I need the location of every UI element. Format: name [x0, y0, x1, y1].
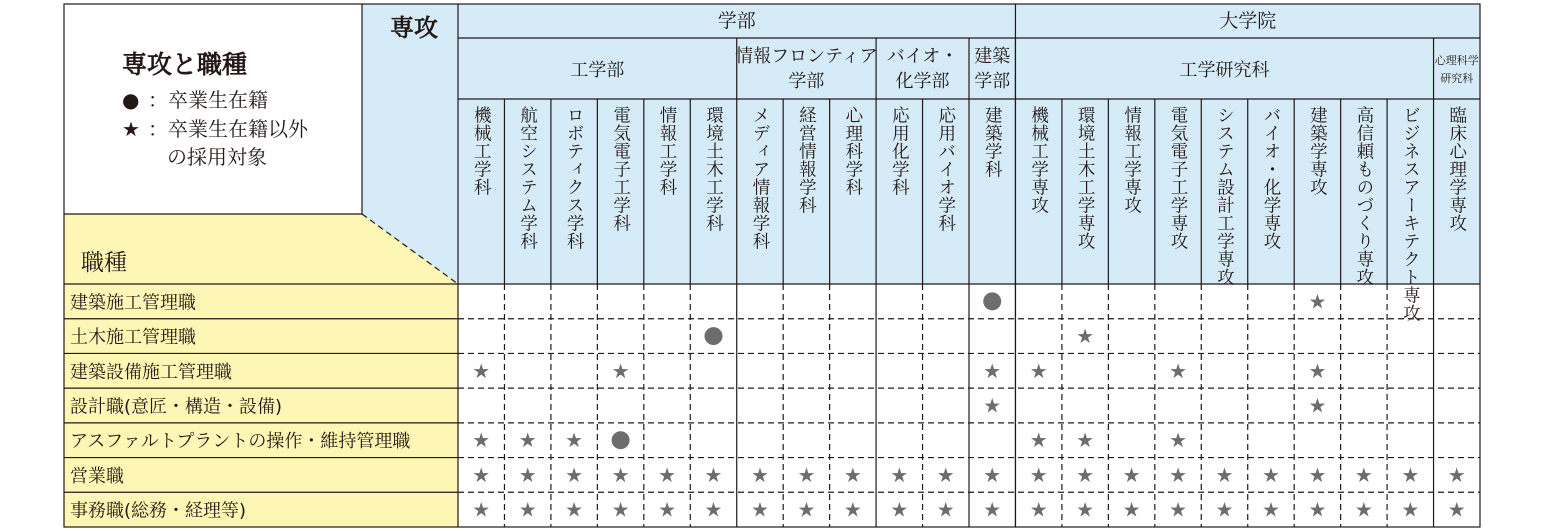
star-mark: ★: [983, 393, 1002, 418]
group-header: 学部: [717, 10, 756, 32]
job-label: アスファルトプラントの操作・維持管理職: [70, 431, 411, 453]
star-mark: ★: [611, 358, 630, 383]
major-header-label: 専攻: [390, 14, 438, 42]
star-mark: ★: [797, 497, 816, 522]
star-mark: ★: [1122, 462, 1141, 487]
star-mark: ★: [658, 497, 677, 522]
svg-text:学部: 学部: [788, 71, 825, 92]
job-label: 営業職: [70, 465, 124, 487]
star-mark: ★: [1308, 497, 1327, 522]
star-mark: ★: [1076, 462, 1095, 487]
star-mark: ★: [1169, 497, 1188, 522]
star-mark: ★: [1169, 428, 1188, 453]
star-mark: ★: [983, 358, 1002, 383]
legend-star-text: ：卒業生在籍以外: [148, 117, 308, 141]
star-mark: ★: [472, 497, 491, 522]
legend-circle-icon: ●: [122, 88, 140, 112]
faculty-header: [1180, 60, 1270, 81]
circle-mark: [705, 327, 723, 345]
star-mark: ★: [1076, 324, 1095, 349]
star-mark: ★: [565, 497, 584, 522]
department-header: 電気電子工学科: [610, 106, 631, 232]
star-mark: ★: [1169, 462, 1188, 487]
department-header: バイオ・化学専攻: [1260, 106, 1281, 250]
job-label: 建築設備施工管理職: [70, 361, 232, 383]
star-mark: ★: [936, 462, 955, 487]
job-label: 事務職(総務・経理等): [70, 500, 247, 522]
svg-text:研究科: 研究科: [1440, 72, 1474, 85]
department-header: 臨床心理学専攻: [1446, 106, 1467, 232]
star-mark: ★: [750, 462, 769, 487]
department-header: 機械工学専攻: [1028, 106, 1049, 214]
department-header: 心理科学科: [842, 106, 863, 196]
star-mark: ★: [1261, 462, 1280, 487]
star-mark: ★: [1447, 497, 1466, 522]
job-label: 土木施工管理職: [70, 327, 196, 349]
star-mark: ★: [1401, 497, 1420, 522]
star-mark: ★: [1308, 289, 1327, 314]
department-header: 航空システム学科: [517, 106, 538, 250]
star-mark: ★: [518, 462, 537, 487]
department-header: 応用バイオ学科: [935, 106, 956, 232]
star-mark: ★: [890, 462, 909, 487]
star-mark: ★: [518, 428, 537, 453]
department-header: 建築学専攻: [1307, 106, 1328, 196]
star-mark: ★: [1029, 358, 1048, 383]
department-header: システム設計工学専攻: [1214, 106, 1235, 286]
department-header: 情報工学科: [657, 106, 678, 196]
legend-circle-text: ：卒業生在籍: [148, 88, 268, 112]
faculty-header: [570, 60, 624, 81]
star-mark: ★: [1261, 497, 1280, 522]
circle-mark: [983, 292, 1001, 310]
star-mark: ★: [843, 462, 862, 487]
department-header: 情報工学専攻: [1121, 106, 1142, 214]
star-mark: ★: [611, 497, 630, 522]
svg-text:工学研究科: 工学研究科: [1179, 60, 1270, 81]
star-mark: ★: [565, 428, 584, 453]
star-mark: ★: [797, 462, 816, 487]
svg-text:学部: 学部: [974, 71, 1011, 92]
department-header: 経営情報学科: [796, 106, 817, 214]
svg-text:バイオ・: バイオ・: [886, 46, 959, 67]
job-label: 設計職(意匠・構造・設備): [70, 396, 283, 418]
job-header-label: 職種: [81, 250, 127, 276]
department-header: 高信頼ものづくり専攻: [1353, 106, 1374, 286]
department-header: メディア情報学科: [749, 106, 770, 250]
star-mark: ★: [1215, 462, 1234, 487]
svg-text:工学部: 工学部: [570, 60, 625, 81]
star-mark: ★: [936, 497, 955, 522]
department-header: ロボティクス学科: [564, 106, 585, 250]
star-mark: ★: [472, 462, 491, 487]
star-mark: ★: [1215, 497, 1234, 522]
star-mark: ★: [890, 497, 909, 522]
star-mark: ★: [1401, 462, 1420, 487]
group-header: 大学院: [1219, 10, 1277, 32]
table-row: [70, 394, 1326, 418]
star-mark: ★: [1308, 358, 1327, 383]
table-row: [70, 428, 1187, 452]
star-mark: ★: [983, 497, 1002, 522]
star-mark: ★: [1122, 497, 1141, 522]
star-mark: ★: [565, 462, 584, 487]
star-mark: ★: [472, 358, 491, 383]
legend-star-icon: ★: [122, 117, 140, 141]
svg-text:情報フロンティア: 情報フロンティア: [735, 46, 878, 67]
svg-text:心理科学: 心理科学: [1434, 54, 1479, 67]
legend-star-text-2: の採用対象: [167, 145, 267, 169]
star-mark: ★: [1076, 497, 1095, 522]
star-mark: ★: [611, 462, 630, 487]
star-mark: ★: [704, 462, 723, 487]
star-mark: ★: [843, 497, 862, 522]
star-mark: ★: [1076, 428, 1095, 453]
legend-title: 専攻と職種: [122, 50, 248, 79]
star-mark: ★: [1354, 497, 1373, 522]
department-header: 環境土木工学専攻: [1075, 106, 1096, 250]
department-header: 応用化学科: [889, 106, 910, 196]
svg-text:建築: 建築: [974, 46, 1011, 67]
star-mark: ★: [472, 428, 491, 453]
department-header: 電気電子工学専攻: [1168, 106, 1189, 250]
department-header: ビジネスアーキテクト専攻: [1400, 106, 1421, 322]
star-mark: ★: [1029, 428, 1048, 453]
job-label: 建築施工管理職: [70, 292, 196, 314]
star-mark: ★: [1169, 358, 1188, 383]
star-mark: ★: [1308, 462, 1327, 487]
star-mark: ★: [1354, 462, 1373, 487]
star-mark: ★: [518, 497, 537, 522]
star-mark: ★: [750, 497, 769, 522]
department-header: 環境土木工学科: [703, 106, 724, 232]
star-mark: ★: [1308, 393, 1327, 418]
department-header: 建築学科: [982, 106, 1003, 178]
circle-mark: [612, 431, 630, 449]
star-mark: ★: [1447, 462, 1466, 487]
star-mark: ★: [704, 497, 723, 522]
star-mark: ★: [658, 462, 677, 487]
star-mark: ★: [983, 462, 1002, 487]
star-mark: ★: [1029, 497, 1048, 522]
svg-text:化学部: 化学部: [895, 71, 950, 92]
department-header: 機械工学科: [471, 106, 492, 196]
star-mark: ★: [1029, 462, 1048, 487]
